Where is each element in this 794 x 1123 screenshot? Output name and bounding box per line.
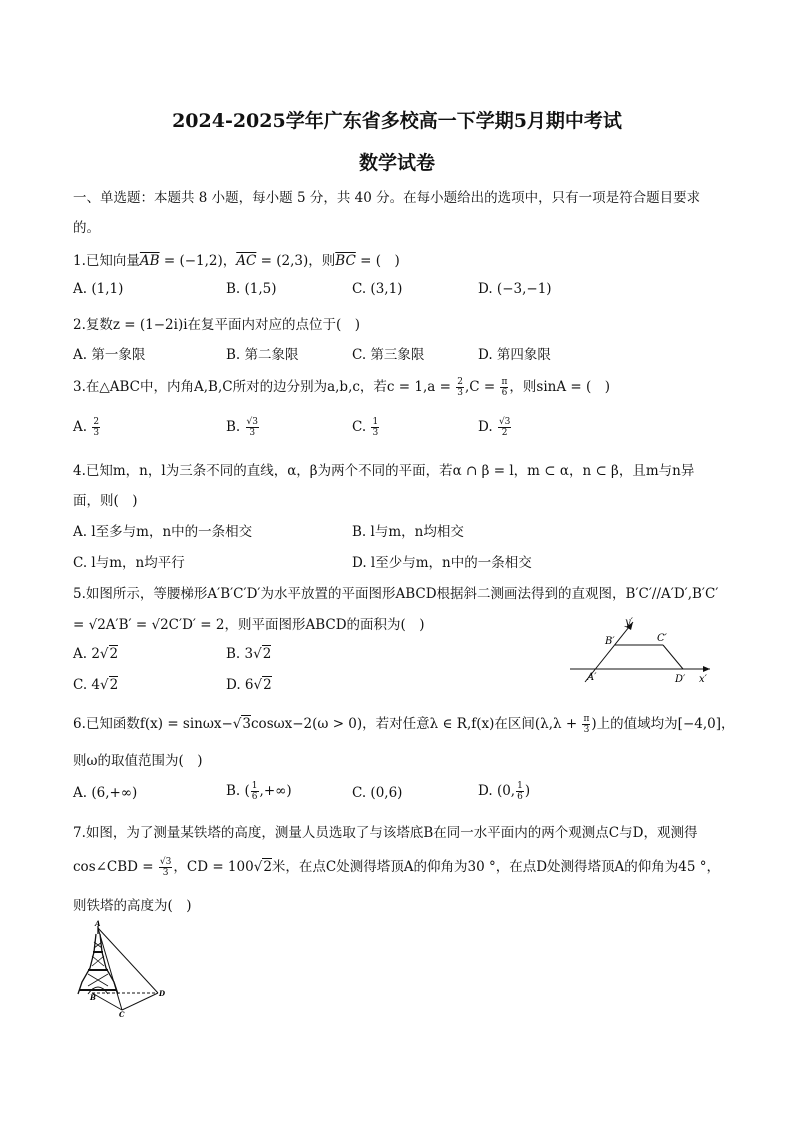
denominator: 3 (372, 428, 379, 438)
section-header: 一、单选题：本题共 8 小题，每小题 5 分，共 40 分。在每小题给出的选项中，只有一项是符合题目要求 (73, 190, 701, 206)
fraction (582, 714, 590, 735)
question-3-stem (73, 375, 610, 398)
numerator: 2 (93, 417, 100, 427)
trapezoid-figure (565, 612, 715, 690)
denominator: 3 (249, 428, 256, 438)
q7-text: cos∠CBD = (73, 859, 158, 875)
fraction (456, 377, 464, 398)
question-4-stem-cont: 面，则( ) (73, 493, 138, 509)
q4-option-d: D. l至少与m，n中的一条相交 (352, 555, 532, 571)
interval-close: ) (591, 716, 597, 732)
denominator: 6 (517, 792, 523, 802)
q1-text: = (2,3)，则 (256, 253, 336, 269)
paren: (0, (496, 783, 516, 799)
option-label: D. (478, 419, 493, 435)
q6-text: 6.已知函数f(x) = sinωx− (73, 716, 233, 732)
numerator: 1 (517, 781, 523, 791)
question-6-stem: 6.已知函数f(x) = sinωx−√3cosωx−2(ω > 0)，若对任意λ ∈ R,f(x)在区间(λ,λ + $\frac{\pi}{3}$ )上的值域均为[−4,0]， (73, 714, 735, 735)
question-7-stem-cont2: 则铁塔的高度为( ) (73, 898, 192, 914)
q3-text: 3.在△ABC中，内角A,B,C所对的边分别为a,b,c，若c = 1,a = (73, 379, 456, 395)
option-text: ) (524, 783, 531, 799)
label-c: C′ (657, 633, 667, 644)
option-label: D. (478, 783, 493, 799)
q1-text: 1.已知向量 (73, 253, 140, 269)
denominator: 6 (251, 792, 258, 802)
q2-option-a: A. 第一象限 (73, 347, 146, 363)
option-label: A. 2 (73, 646, 100, 662)
q6-option-c: C. (0,6) (352, 785, 403, 801)
option-label: A. (73, 419, 88, 435)
fraction (246, 417, 259, 438)
vector-ab: $\overline{AB}$ (139, 253, 160, 269)
numerator: √3 (246, 417, 258, 427)
q3-option-c (352, 417, 380, 438)
q5-option-d: D. 6√2 (226, 677, 272, 693)
numerator: π (501, 377, 508, 387)
label-a: A′ (587, 672, 597, 683)
question-5-stem: 5.如图所示，等腰梯形A′B′C′D′为水平放置的平面图形ABCD根据斜二测画法得到的直观图，B′C′//A′D′,B′C′ (73, 586, 719, 602)
q5-option-a: A. 2√2 (73, 646, 119, 662)
radicand: 2 (263, 859, 272, 875)
option-label: C. 4 (73, 677, 101, 693)
q1-option-d: D. (−3,−1) (478, 281, 552, 297)
q4-option-b: B. l与m，n均相交 (352, 524, 464, 540)
q6-text: cosωx−2(ω > 0)，若对任意λ ∈ R,f(x)在区间 (251, 716, 535, 732)
q7-text: ，CD = 100 (173, 859, 254, 875)
denominator: 3 (162, 868, 169, 878)
section-header-cont: 的。 (73, 220, 100, 236)
radicand: 2 (109, 646, 119, 662)
label-x: x′ (699, 674, 707, 685)
q6-text: 上的值域均为[−4,0]， (596, 716, 735, 732)
q4-option-c: C. l与m，n均平行 (73, 555, 185, 571)
q1-option-c: C. (3,1) (352, 281, 403, 297)
denominator: 3 (583, 725, 590, 735)
question-2-stem: 2.复数z = (1−2i)i在复平面内对应的点位于( ) (73, 317, 361, 333)
paren: ( (244, 783, 250, 799)
q1-text: = ( ) (355, 253, 400, 269)
option-text: ,+∞) (259, 783, 292, 799)
question-4-stem: 4.已知m，n，l为三条不同的直线，α，β为两个不同的平面，若α ∩ β = l，m ⊂ α，n ⊂ β，且m与n异 (73, 463, 695, 479)
denominator: 2 (501, 428, 508, 438)
question-7-stem: 7.如图，为了测量某铁塔的高度，测量人员选取了与该塔底B在同一水平面内的两个观测点C与D，观测得 (73, 825, 698, 841)
numerator: √3 (159, 857, 172, 867)
numerator: 1 (251, 781, 258, 791)
q2-option-c: C. 第三象限 (352, 347, 425, 363)
radicand: 3 (242, 716, 251, 732)
q6-option-d (478, 781, 530, 802)
label-b: B′ (605, 636, 615, 647)
page-title: 2024-2025学年广东省多校高一下学期5月期中考试 (172, 110, 622, 132)
fraction (500, 377, 508, 398)
question-6-stem-cont: 则ω的取值范围为( ) (73, 753, 203, 769)
fraction (498, 417, 511, 438)
vector-bc: $\overline{BC}$ (335, 253, 356, 269)
denominator: 3 (457, 388, 463, 398)
q3-option-a (73, 417, 101, 438)
numerator: √3 (498, 417, 511, 427)
question-1-stem (73, 249, 400, 269)
q3-text: ,C = (464, 379, 500, 395)
q2-option-d: D. 第四象限 (478, 347, 551, 363)
denominator: 3 (93, 428, 100, 438)
fraction (92, 417, 100, 438)
q1-option-a: A. (1,1) (73, 281, 124, 297)
edge-cd (663, 645, 683, 669)
numerator: π (583, 714, 590, 724)
radicand: 2 (263, 677, 272, 693)
radicand: 2 (262, 646, 272, 662)
q7-text: 米，在点C处测得塔顶A的仰角为30 °，在点D处测得塔顶A的仰角为45 °， (271, 859, 720, 875)
numerator: 2 (457, 377, 463, 387)
label-a: A (95, 920, 101, 928)
label-d: D (159, 989, 166, 998)
fraction (159, 857, 172, 878)
q3-option-b (226, 417, 260, 438)
option-label: B. (226, 419, 241, 435)
numerator: 1 (372, 417, 379, 427)
q5-option-b: B. 3√2 (226, 646, 272, 662)
q2-option-b: B. 第二象限 (226, 347, 299, 363)
tower-icon (78, 926, 118, 994)
q5-option-c: C. 4√2 (73, 677, 119, 693)
x-axis-arrow (703, 666, 710, 672)
label-b: B (90, 993, 96, 1002)
interval-open: (λ,λ + (534, 716, 582, 732)
page-subtitle: 数学试卷 (358, 152, 435, 174)
option-label: B. (226, 783, 241, 799)
q3-text: ，则sinA = ( ) (509, 379, 611, 395)
q4-option-a: A. l至多与m，n中的一条相交 (73, 524, 253, 540)
question-7-stem-cont: cos∠CBD = $\frac{√3}{3}$ ，CD = 100√2米，在点C处测得塔顶A的仰角为30 °，在点D处测得塔顶A的仰角为45 °， (73, 857, 720, 878)
option-label: D. 6 (226, 677, 254, 693)
question-5-stem-cont: = √2A′B′ = √2C′D′ = 2，则平面图形ABCD的面积为( ) (73, 617, 425, 633)
denominator: 6 (501, 388, 508, 398)
tower-figure (70, 920, 175, 1018)
label-d: D′ (675, 674, 686, 685)
label-c: C (119, 1010, 125, 1018)
label-y: y′ (625, 617, 633, 628)
q6-option-a: A. (6,+∞) (73, 785, 138, 801)
q1-text: = (−1,2)， (159, 253, 237, 269)
vector-ac: $\overline{AC}$ (236, 253, 257, 269)
option-label: B. 3 (226, 646, 254, 662)
fraction (371, 417, 379, 438)
q3-option-d (478, 417, 512, 438)
radicand: 2 (109, 677, 119, 693)
fraction (251, 781, 259, 802)
q1-option-b: B. (1,5) (226, 281, 277, 297)
fraction (516, 781, 524, 802)
q6-option-b (226, 781, 292, 802)
line-cd (122, 993, 158, 1010)
option-label: C. (352, 419, 367, 435)
